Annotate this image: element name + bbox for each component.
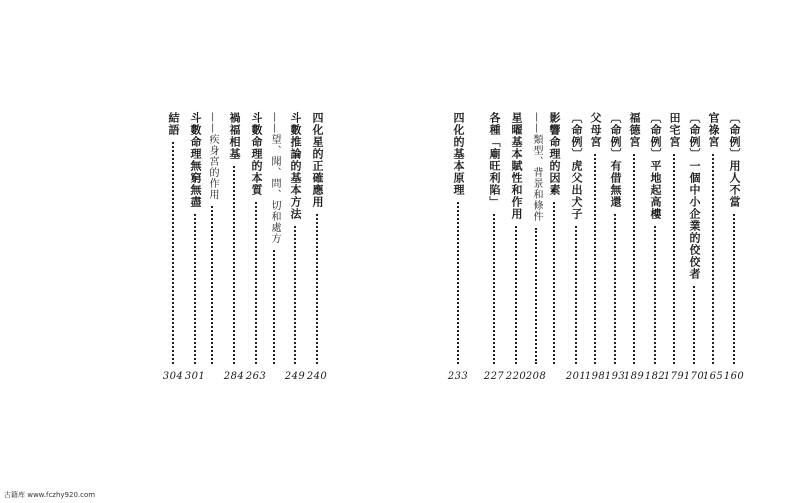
toc-entry[interactable] bbox=[568, 112, 584, 390]
page-number-text: 249 bbox=[284, 371, 306, 382]
page-number-text: 160 bbox=[723, 371, 745, 382]
page-number-text: 193 bbox=[604, 371, 626, 382]
dot-leader bbox=[553, 202, 555, 364]
toc-entry-title: 禍福相基 bbox=[228, 112, 241, 160]
toc-entry[interactable] bbox=[486, 112, 502, 390]
dot-leader bbox=[273, 250, 275, 364]
dot-leader bbox=[457, 202, 459, 364]
dot-leader bbox=[316, 214, 318, 364]
toc-entry-subtitle: ——類型、背景和條件 bbox=[531, 112, 542, 222]
toc-entry-title: 四化的基本原理 bbox=[452, 112, 465, 196]
page-number-text: 304 bbox=[162, 371, 184, 382]
dot-leader bbox=[654, 226, 656, 364]
toc-entry-title: 〔命例〕一個中小企業的佼佼者 bbox=[688, 112, 701, 280]
dot-leader bbox=[575, 226, 577, 364]
toc-entry-title: 〔命例〕平地起高樓 bbox=[649, 112, 662, 220]
toc-entry-title: 影響命理的因素 bbox=[548, 112, 561, 196]
dot-leader bbox=[614, 214, 616, 364]
dot-leader bbox=[294, 226, 296, 364]
toc-entry-title: 結語 bbox=[167, 112, 180, 136]
dot-leader bbox=[493, 214, 495, 364]
page-number-text: 284 bbox=[223, 371, 245, 382]
toc-entry[interactable] bbox=[666, 112, 682, 390]
toc-entry[interactable] bbox=[726, 112, 742, 390]
dot-leader bbox=[693, 286, 695, 364]
toc-entry-title: 斗數命理無窮無盡 bbox=[189, 112, 202, 208]
toc-entry[interactable] bbox=[287, 112, 303, 390]
toc-entry-subtitle: ——疾身宮的作用 bbox=[207, 112, 218, 200]
dot-leader bbox=[594, 154, 596, 364]
toc-entry[interactable] bbox=[647, 112, 663, 390]
dot-leader bbox=[233, 166, 235, 364]
page-number-text: 165 bbox=[702, 371, 724, 382]
page-number-text: 233 bbox=[447, 371, 469, 382]
toc-entry[interactable] bbox=[204, 112, 220, 390]
footer-watermark: 古籍库 www.fczhy920.com bbox=[4, 491, 96, 499]
toc-entry-title: 星曜基本賦性和作用 bbox=[510, 112, 523, 220]
toc-entry-title: 四化星的正確應用 bbox=[311, 112, 324, 208]
page-number-text: 208 bbox=[525, 371, 547, 382]
dot-leader bbox=[733, 214, 735, 364]
toc-entry[interactable] bbox=[686, 112, 702, 390]
toc-entry[interactable] bbox=[248, 112, 264, 390]
page-number-text: 201 bbox=[565, 371, 587, 382]
page-number-text: 220 bbox=[505, 371, 527, 382]
toc-entry[interactable] bbox=[309, 112, 325, 390]
toc-entry-title: 〔命例〕虎父出犬子 bbox=[570, 112, 583, 220]
toc-entry[interactable] bbox=[626, 112, 642, 390]
toc-entry[interactable] bbox=[165, 112, 181, 390]
dot-leader bbox=[515, 226, 517, 364]
toc-entry-title: 斗數推論的基本方法 bbox=[289, 112, 302, 220]
page-number-text: 301 bbox=[184, 371, 206, 382]
page-number-text: 189 bbox=[623, 371, 645, 382]
dot-leader bbox=[633, 154, 635, 364]
page-number-text: 182 bbox=[644, 371, 666, 382]
toc-entry[interactable] bbox=[508, 112, 524, 390]
toc-entry-title: 父母宮 bbox=[589, 112, 602, 148]
toc-entry-title: 福德宮 bbox=[628, 112, 641, 148]
page-number bbox=[295, 371, 339, 382]
toc-entry[interactable] bbox=[226, 112, 242, 390]
toc-entry[interactable] bbox=[450, 112, 466, 390]
page-number-text: 170 bbox=[683, 371, 705, 382]
toc-entry[interactable] bbox=[587, 112, 603, 390]
toc-entry[interactable] bbox=[187, 112, 203, 390]
dot-leader bbox=[712, 154, 714, 364]
toc-entry[interactable] bbox=[528, 112, 544, 390]
toc-entry[interactable] bbox=[705, 112, 721, 390]
dot-leader bbox=[172, 142, 174, 364]
dot-leader bbox=[535, 228, 537, 364]
toc-entry-title: 田宅宮 bbox=[668, 112, 681, 148]
toc-entry-title: 〔命例〕有借無還 bbox=[609, 112, 622, 208]
toc-entry[interactable] bbox=[546, 112, 562, 390]
toc-entry-title: 〔命例〕用人不當 bbox=[728, 112, 741, 208]
page-number-text: 263 bbox=[245, 371, 267, 382]
toc-entry-title: 斗數命理的本質 bbox=[250, 112, 263, 196]
page-number-text: 179 bbox=[663, 371, 685, 382]
dot-leader bbox=[673, 154, 675, 364]
toc-entry-title: 官祿宮 bbox=[707, 112, 720, 148]
toc-entry[interactable] bbox=[266, 112, 282, 390]
toc-entry[interactable] bbox=[607, 112, 623, 390]
page-number bbox=[712, 371, 756, 382]
dot-leader bbox=[194, 214, 196, 364]
toc-entry-subtitle: ——望、聞、問、切和處方 bbox=[269, 112, 280, 244]
dot-leader bbox=[211, 206, 213, 364]
dot-leader bbox=[255, 202, 257, 364]
page-number-text: 240 bbox=[306, 371, 328, 382]
toc-entry-title: 各種「廟旺利陷」 bbox=[488, 112, 501, 208]
page-number-text: 198 bbox=[584, 371, 606, 382]
page-number-text: 227 bbox=[483, 371, 505, 382]
